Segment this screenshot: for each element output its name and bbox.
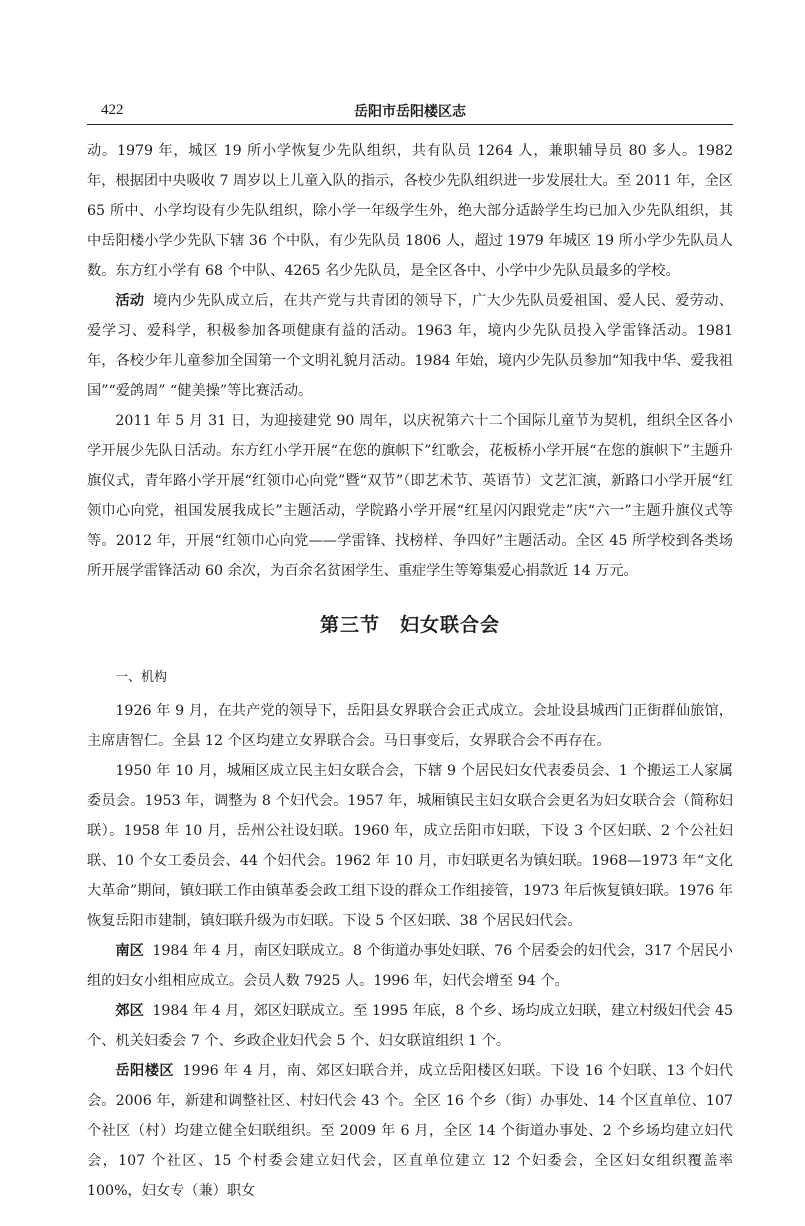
activities-lead: 活动 (115, 293, 145, 309)
paragraph-1926: 1926 年 9 月，在共产党的领导下，岳阳县女界联合会正式成立。会址设县城西门正街群仙旅馆，主席唐智仁。全县 12 个区均建立女界联合会。马日事变后，女界联合会不再存在。 (87, 703, 733, 749)
paragraph-1950: 1950 年 10 月，城厢区成立民主妇女联合会，下辖 9 个居民妇女代表委员会、1 个搬运工人家属委员会。1953 年，调整为 8 个妇代会。1957 年，城厢镇民主妇女联合会更名为妇女联合会（简称妇联）。1958 年 10 月，岳州公社设妇联。1960 年，成立岳阳市妇联，下设 3 个区妇联、2 个公社妇联、10 个女工委员会、44 个妇代会。1962 年 10 月，市妇联更名为镇妇联。1968—1973 年“文化大革命”期间，镇妇联工作由镇革委会政工组下设的群众工作组接管，1973 年后恢复镇妇联。1976 年恢复岳阳市建制，镇妇联升级为市妇联。下设 5 个区妇联、38 个居民妇代会。 (87, 763, 733, 929)
south-district-text: 1984 年 4 月，南区妇联成立。8 个街道办事处妇联、76 个居委会的妇代会，317 个居民小组的妇女小组相应成立。会员人数 7925 人。1996 年，妇代会增至 94 个。 (87, 943, 733, 989)
suburb-district-lead: 郊区 (115, 1003, 144, 1019)
suburb-district-text: 1984 年 4 月，郊区妇联成立。至 1995 年底，8 个乡、场均成立妇联，建立村级妇代会 45 个、机关妇委会 7 个、乡政企业妇代会 5 个、妇女联谊组织 1 个。 (87, 1003, 733, 1049)
section-title: 第三节 妇女联合会 (319, 614, 500, 636)
page-number: 422 (101, 102, 124, 118)
paragraph-yueyanglou-district (87, 1056, 733, 1206)
paragraph-south-district (87, 936, 733, 996)
running-title: 岳阳市岳阳楼区志 (354, 104, 466, 120)
yueyanglou-district-lead: 岳阳楼区 (115, 1063, 175, 1079)
paragraph-2011: 2011 年 5 月 31 日，为迎接建党 90 周年，以庆祝第六十二个国际儿童节为契机，组织全区各小学开展少先队日活动。东方红小学开展“在您的旗帜下”红歌会，花板桥小学开展“在您的旗帜下”主题升旗仪式，青年路小学开展“红领巾心向党”暨“双节”（即艺术节、英语节）文艺汇演，新路口小学开展“红领巾心向党，祖国发展我成长”主题活动，学院路小学开展“红星闪闪跟党走”庆“六一”主题升旗仪式等等。2012 年，开展“红领巾心向党——学雷锋、找榜样、争四好”主题活动。全区 45 所学校到各类场所开展学雷锋活动 60 余次，为百余名贫困学生、重症学生等筹集爱心捐款近 14 万元。 (87, 413, 733, 579)
paragraph-activities (87, 286, 733, 406)
running-header (87, 100, 733, 125)
page (87, 0, 733, 1226)
paragraph-continuation: 动。1979 年，城区 19 所小学恢复少先队组织，共有队员 1264 人，兼职辅导员 80 多人。1982 年，根据团中央吸收 7 周岁以上儿童入队的指示，各校少先队组织进一步发展壮大。至 2011 年，全区 65 所中、小学均设有少先队组织，除小学一年级学生外，绝大部分适龄学生均已加入少先队组织，其中岳阳楼小学少先队下辖 36 个中队，有少先队员 1806 人，超过 1979 年城区 19 所小学少先队员人数。东方红小学有 68 个中队、4265 名少先队员，是全区各中、小学中少先队员最多的学校。 (87, 143, 733, 279)
south-district-lead: 南区 (115, 943, 144, 959)
paragraph-suburb-district (87, 996, 733, 1056)
sub-heading: 一、机构 (115, 670, 168, 685)
young-pioneers-text (87, 136, 733, 586)
activities-text: 境内少先队成立后，在共产党与共青团的领导下，广大少先队员爱祖国、爱人民、爱劳动、爱学习、爱科学，积极参加各项健康有益的活动。1963 年，境内少先队员投入学雷锋活动。1981 年，各校少年儿童参加全国第一个文明礼貌月活动。1984 年始，境内少先队员参加“知我中华、爱我祖国”“爱鸽周” “健美操”等比赛活动。 (87, 293, 733, 399)
yueyanglou-district-text: 1996 年 4 月，南、郊区妇联合并，成立岳阳楼区妇联。下设 16 个妇联、13 个妇代会。2006 年，新建和调整社区、村妇代会 43 个。全区 16 个乡（街）办事处、14 个区直单位、107 个社区（村）均建立健全妇联组织。至 2009 年 6 月，全区 14 个街道办事处、2 个乡场均建立妇代会，107 个社区、15 个村委会建立妇代会，区直单位建立 12 个妇委会，全区妇女组织覆盖率 100%，妇女专（兼）职女 (87, 1063, 733, 1199)
womens-federation-text (87, 696, 733, 1206)
